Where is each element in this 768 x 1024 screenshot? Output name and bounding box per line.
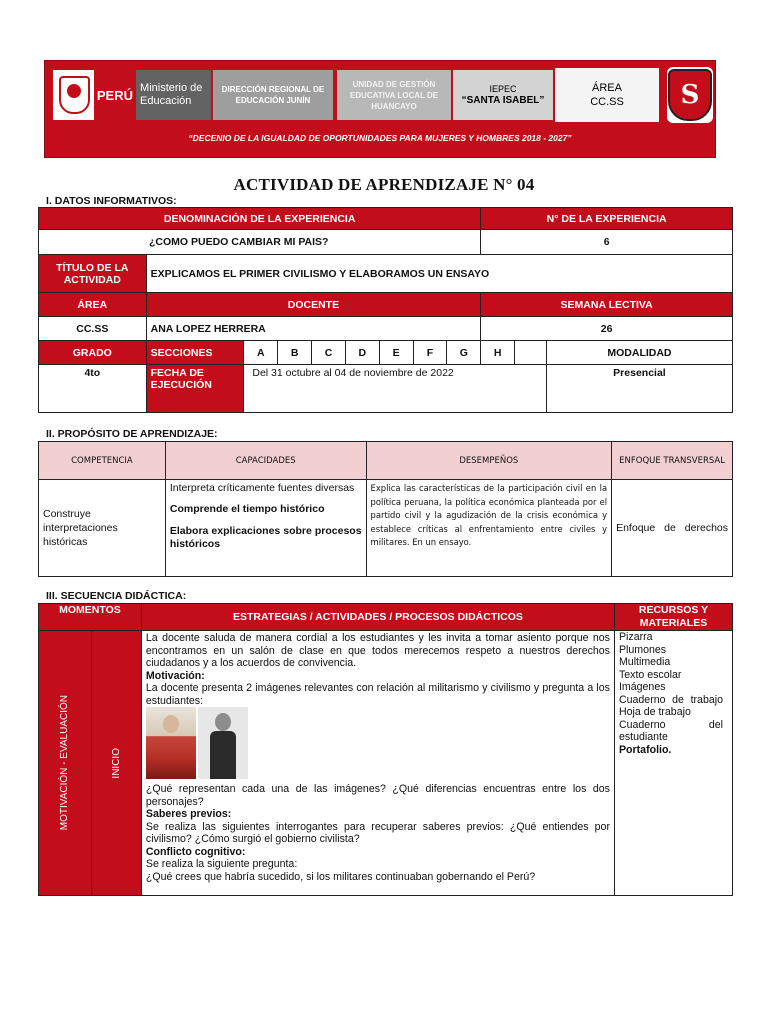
denominacion-header: DENOMINACIÓN DE LA EXPERIENCIA (39, 208, 481, 230)
peru-coat-of-arms-icon (59, 76, 90, 114)
capacidad-1: Interpreta críticamente fuentes diversas (169, 482, 355, 494)
header-banner (44, 60, 716, 158)
page-title: ACTIVIDAD DE APRENDIZAJE N° 04 (233, 175, 535, 194)
iepec-name: “SANTA ISABEL” (461, 95, 545, 106)
secuencia-table (38, 603, 733, 896)
section-2-heading: II. PROPÓSITO DE APRENDIZAJE: (46, 428, 218, 440)
seccion-cell: C (312, 341, 346, 365)
competencia-header: COMPETENCIA (39, 442, 166, 480)
seccion-cell-empty (515, 341, 547, 365)
grado-value: 4to (39, 365, 147, 413)
paragraph-saberes: Se realiza las siguientes interrogantes para recuperar saberes previos: ¿Qué entiendes por civilismo? ¿Cómo surgió el gobierno civilista? (145, 820, 610, 845)
area-value: CC.SS (39, 317, 147, 341)
estrategias-header: ESTRATEGIAS / ACTIVIDADES / PROCESOS DIDÁCTICOS (141, 604, 614, 631)
enfoque-header: ENFOQUE TRANSVERSAL (612, 442, 733, 480)
recurso-item: Plumones (618, 643, 667, 656)
recurso-item: Texto escolar (618, 668, 682, 681)
seccion-cell: B (278, 341, 312, 365)
titulo-value: EXPLICAMOS EL PRIMER CIVILISMO Y ELABORAMOS UN ENSAYO (146, 255, 732, 293)
recurso-item: Imágenes (618, 681, 666, 693)
recurso-item: Cuaderno del estudiante (618, 718, 723, 743)
school-shield-icon (667, 67, 713, 123)
semana-header: SEMANA LECTIVA (481, 293, 733, 317)
docente-header: DOCENTE (146, 293, 481, 317)
school-shield-letter: S (668, 69, 712, 121)
recurso-item: Pizarra (618, 631, 653, 643)
seccion-cell: F (413, 341, 447, 365)
denominacion-value: ¿COMO PUEDO CAMBIAR MI PAIS? (39, 230, 481, 255)
motivacion-evaluacion-cell (39, 631, 92, 896)
ugel-label: UNIDAD DE GESTIÓN EDUCATIVA LOCAL DE HUANCAYO (337, 70, 451, 120)
docente-value: ANA LOPEZ HERRERA (146, 317, 481, 341)
capacidad-3: Elabora explicaciones sobre procesos históricos (169, 525, 362, 550)
estrategias-cell (141, 631, 614, 896)
seccion-cell: A (244, 341, 278, 365)
grado-header: GRADO (39, 341, 147, 365)
decenio-banner-text: “DECENIO DE LA IGUALDAD DE OPORTUNIDADES PARA MUJERES Y HOMBRES 2018 - 2027” (188, 133, 572, 143)
titulo-header: TÍTULO DE LA ACTIVIDAD (39, 255, 147, 293)
experiencia-value: 6 (481, 230, 733, 255)
enfoque-value: Enfoque de derechos (612, 480, 733, 577)
ministerio-logo (53, 70, 211, 120)
desempeno-value: Explica las características de la participación civil en la política peruana, la política económica planteada por el partido civil y la agudización de la crisis económica y establece críticas al enfrentamiento entre civiles y militares. En un ensayo. (366, 480, 612, 577)
recursos-header: RECURSOS Y MATERIALES (614, 604, 732, 631)
modalidad-header: MODALIDAD (546, 341, 732, 365)
semana-value: 26 (481, 317, 733, 341)
section-1-heading: I. DATOS INFORMATIVOS: (46, 195, 177, 207)
inicio-label: INICIO (110, 747, 122, 779)
recurso-item: Multimedia (618, 656, 671, 668)
area-header: ÁREA (39, 293, 147, 317)
experiencia-header: N° DE LA EXPERIENCIA (481, 208, 733, 230)
proposito-table (38, 441, 733, 577)
area-header-value: CC.SS (590, 96, 624, 108)
fecha-value: Del 31 octubre al 04 de noviembre de 2022 (244, 365, 547, 413)
momentos-header: MOMENTOS (39, 604, 142, 631)
conflicto-title: Conflicto cognitivo: (145, 845, 246, 858)
civilian-portrait-image (198, 707, 248, 779)
recurso-item: Cuaderno de trabajo (618, 693, 723, 706)
paragraph-preguntas: ¿Qué representan cada una de las imágenes? ¿Qué diferencias encuentras entre los dos personajes? (145, 783, 610, 808)
fecha-header: FECHA DE EJECUCIÓN (146, 365, 244, 413)
desempenos-header: DESEMPEÑOS (366, 442, 612, 480)
section-3-heading: III. SECUENCIA DIDÁCTICA: (46, 590, 187, 602)
competencia-value: Construye interpretaciones históricas (39, 480, 166, 577)
iepec-label: IEPEC (489, 84, 517, 94)
drej-label: DIRECCIÓN REGIONAL DE EDUCACIÓN JUNÍN (213, 70, 333, 120)
recursos-cell (614, 631, 732, 896)
capacidad-2: Comprende el tiempo histórico (169, 503, 325, 515)
paragraph-conflicto-pregunta: ¿Qué crees que habría sucedido, si los militares continuaban gobernando el Perú? (145, 870, 536, 883)
portafolio-label: Portafolio. (618, 743, 672, 756)
images-row (146, 707, 610, 783)
seccion-cell: G (447, 341, 481, 365)
secciones-header: SECCIONES (146, 341, 244, 365)
area-header-label: ÁREA (592, 82, 622, 94)
iepec-box (453, 70, 553, 120)
seccion-cell: D (345, 341, 379, 365)
area-box (555, 68, 659, 122)
paragraph-saludo: La docente saluda de manera cordial a los estudiantes y les invita a tomar asiento porque nos encontramos en un salón de clase en que todos merecemos respeto a nuestros derechos ciudadanos y a los acuerdos de convivencia. (145, 632, 610, 669)
peru-label: PERÚ (94, 70, 136, 120)
paragraph-conflicto-intro: Se realiza la siguiente pregunta: (145, 858, 298, 870)
inicio-cell (91, 631, 141, 896)
motivacion-evaluacion-label: MOTIVACIÓN - EVALUACIÓN (59, 695, 71, 831)
seccion-cell: E (379, 341, 413, 365)
datos-informativos-table (38, 207, 733, 413)
capacidades-header: CAPACIDADES (165, 442, 366, 480)
motivacion-title: Motivación: (145, 669, 205, 682)
modalidad-value: Presencial (546, 365, 732, 413)
recurso-item: Hoja de trabajo (618, 706, 691, 718)
paragraph-motivacion: La docente presenta 2 imágenes relevantes con relación al militarismo y civilismo y pregunta a los estudiantes: (145, 682, 610, 707)
seccion-cell: H (481, 341, 515, 365)
military-portrait-image (146, 707, 196, 779)
saberes-title: Saberes previos: (145, 808, 232, 820)
ministerio-label: Ministerio de Educación (136, 70, 211, 120)
